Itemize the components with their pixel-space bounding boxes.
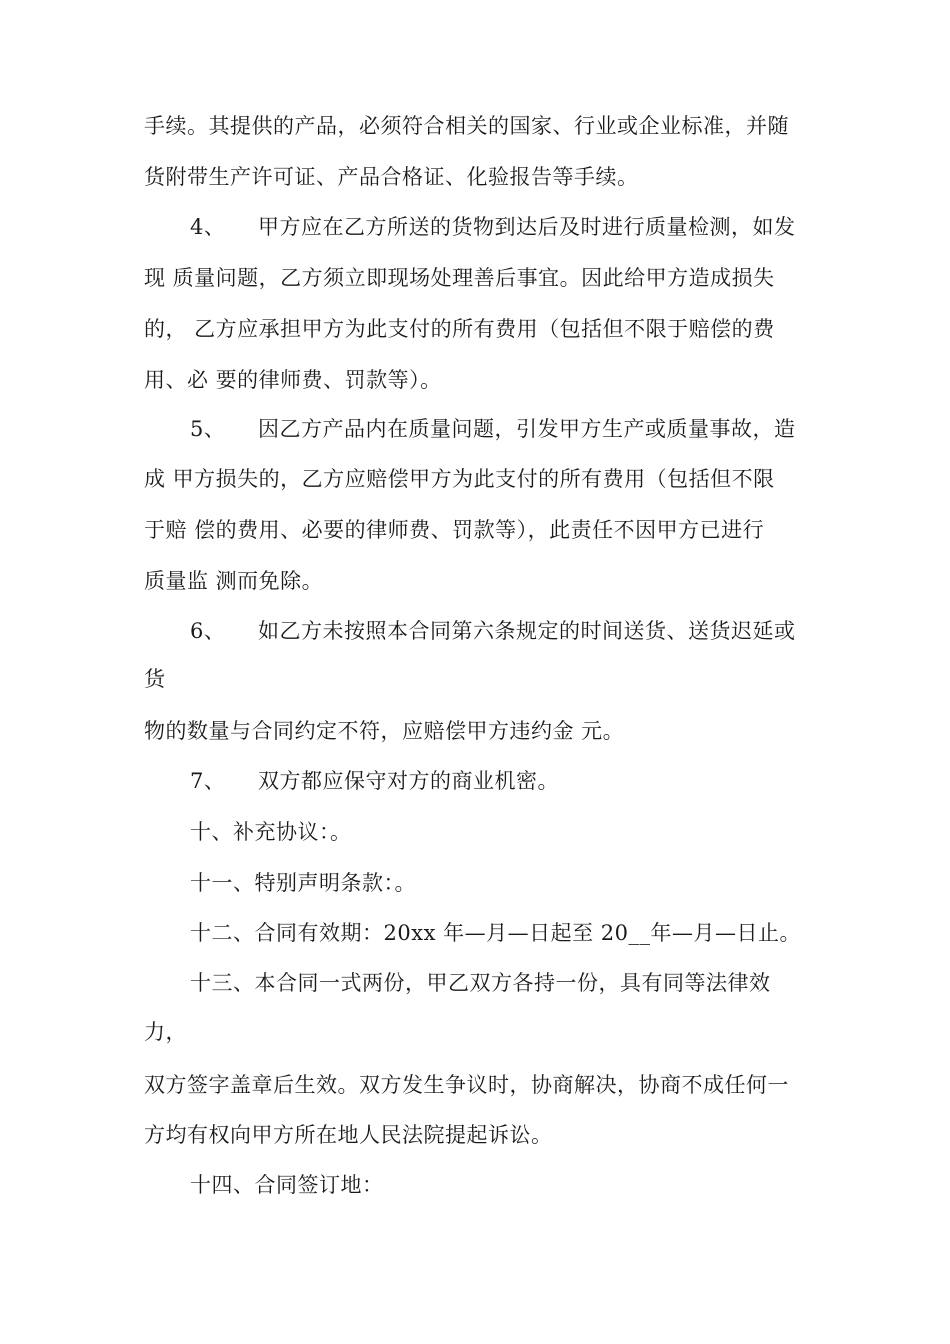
- paragraph-line: 货附带生产许可证、产品合格证、化验报告等手续。: [144, 165, 639, 189]
- clause-number: 4、: [190, 215, 226, 239]
- paragraph-line: 货: [144, 667, 166, 691]
- section-11: 十一、特别声明条款：。: [190, 871, 416, 895]
- paragraph-line: 成 甲方损失的，乙方应赔偿甲方为此支付的所有费用（包括但不限: [144, 467, 775, 491]
- paragraph-line: 的， 乙方应承担甲方为此支付的所有费用（包括但不限于赔偿的费: [144, 317, 775, 341]
- paragraph-line: 方均有权向甲方所在地人民法院提起诉讼。: [144, 1123, 553, 1147]
- clause-number: 7、: [190, 769, 226, 793]
- clause-number: 6、: [190, 619, 226, 643]
- paragraph-line: 双方签字盖章后生效。双方发生争议时，协商解决，协商不成任何一: [144, 1073, 789, 1097]
- paragraph-line: 质量监 测而免除。: [144, 569, 324, 593]
- section-10: 十、补充协议：。: [190, 820, 352, 844]
- clause-text: 双方都应保守对方的商业机密。: [258, 769, 559, 793]
- paragraph-line: 物的数量与合同约定不符，应赔偿甲方违约金 元。: [144, 719, 625, 743]
- clause-number: 5、: [190, 417, 226, 441]
- clause-4: [190, 212, 880, 242]
- clause-5: [190, 414, 880, 444]
- paragraph-line: 手续。其提供的产品，必须符合相关的国家、行业或企业标准，并随: [144, 114, 789, 138]
- section-13: 十三、本合同一式两份，甲乙双方各持一份，具有同等法律效: [190, 971, 771, 995]
- clause-text: 甲方应在乙方所送的货物到达后及时进行质量检测，如发: [258, 215, 796, 239]
- paragraph-line: 现 质量问题，乙方须立即现场处理善后事宜。因此给甲方造成损失: [144, 266, 775, 290]
- paragraph-line: 用、必 要的律师费、罚款等）。: [144, 368, 442, 392]
- clause-text: 如乙方未按照本合同第六条规定的时间送货、送货迟延或: [258, 619, 796, 643]
- clause-6: [190, 616, 880, 646]
- clause-7: [190, 766, 880, 796]
- clause-text: 因乙方产品内在质量问题，引发甲方生产或质量事故，造: [258, 417, 796, 441]
- paragraph-line: 力，: [144, 1020, 187, 1044]
- paragraph-line: 于赔 偿的费用、必要的律师费、罚款等），此责任不因甲方已进行: [144, 518, 765, 542]
- section-12: 十二、合同有效期：20xx 年—月—日起至 20__年—月—日止。: [190, 921, 801, 945]
- section-14: 十四、合同签订地：: [190, 1173, 384, 1197]
